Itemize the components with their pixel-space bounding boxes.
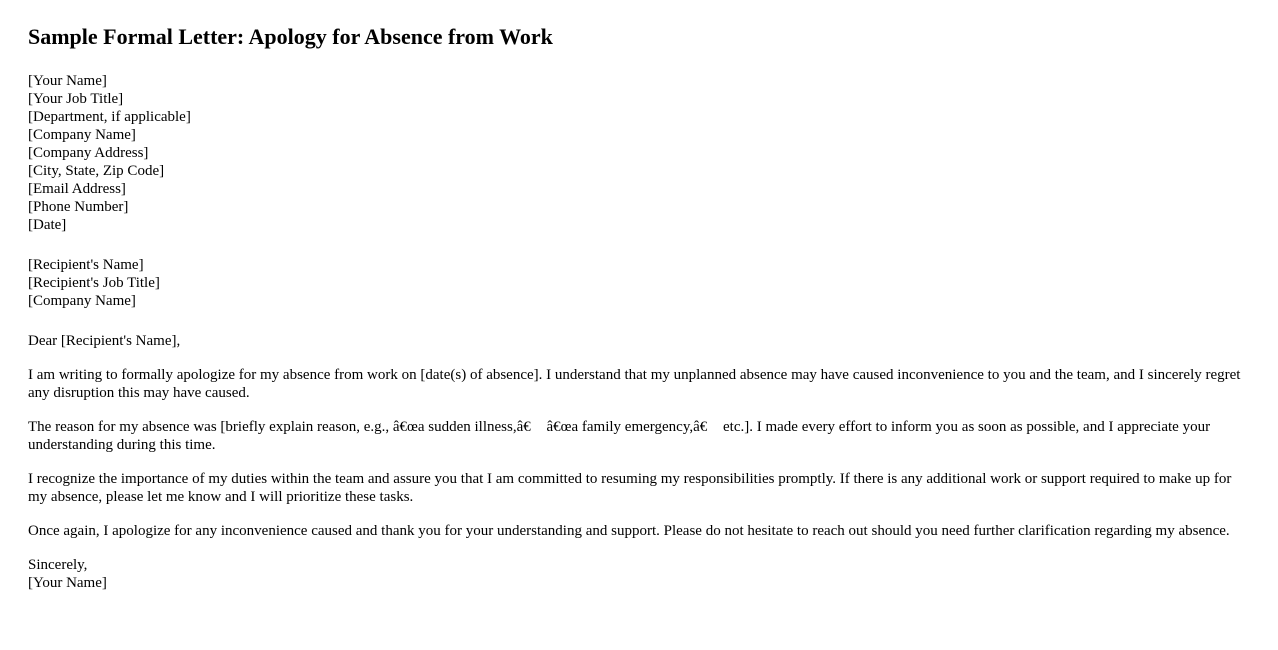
recipient-line: [Company Name]	[28, 293, 136, 310]
recipient-address-block	[28, 256, 1250, 310]
sender-line: [Department, if applicable]	[28, 109, 191, 126]
sender-line: [Email Address]	[28, 181, 126, 198]
sender-line: [City, State, Zip Code]	[28, 163, 165, 180]
body-paragraph: Once again, I apologize for any inconvenience caused and thank you for your understanding and support. Please do not hesitate to reach out should you need further clarification regarding my absence.	[28, 523, 1230, 540]
signature-line: [Your Name]	[28, 575, 107, 592]
body-paragraph: I recognize the importance of my duties within the team and assure you that I am committed to resuming my responsibilities promptly. If there is any additional work or support required to make up for my absence, please let me know and I will prioritize these tasks.	[28, 471, 1232, 506]
body-paragraph: I am writing to formally apologize for my absence from work on [date(s) of absence]. I understand that my unplanned absence may have caused inconvenience to you and the team, and I sincerely regret any disruption this may have caused.	[28, 367, 1241, 402]
sender-line: [Your Job Title]	[28, 91, 124, 108]
sender-line: [Company Address]	[28, 145, 149, 162]
sender-address-block	[28, 72, 1250, 234]
body-paragraph: The reason for my absence was [briefly explain reason, e.g., â€œa sudden illness,â€ â€œa family emergency,â€ etc.]. I made every effort to inform you as soon as possible, and I appreciate your understanding during this time.	[28, 419, 1211, 454]
sender-line: [Date]	[28, 217, 67, 234]
salutation: Dear [Recipient's Name],	[28, 333, 181, 350]
page-title: Sample Formal Letter: Apology for Absence from Work	[28, 24, 553, 49]
sender-line: [Phone Number]	[28, 199, 129, 216]
closing-block	[28, 556, 1250, 592]
sender-line: [Company Name]	[28, 127, 136, 144]
sender-line: [Your Name]	[28, 73, 107, 90]
closing-line: Sincerely,	[28, 557, 88, 574]
recipient-line: [Recipient's Job Title]	[28, 275, 160, 292]
recipient-line: [Recipient's Name]	[28, 257, 144, 274]
